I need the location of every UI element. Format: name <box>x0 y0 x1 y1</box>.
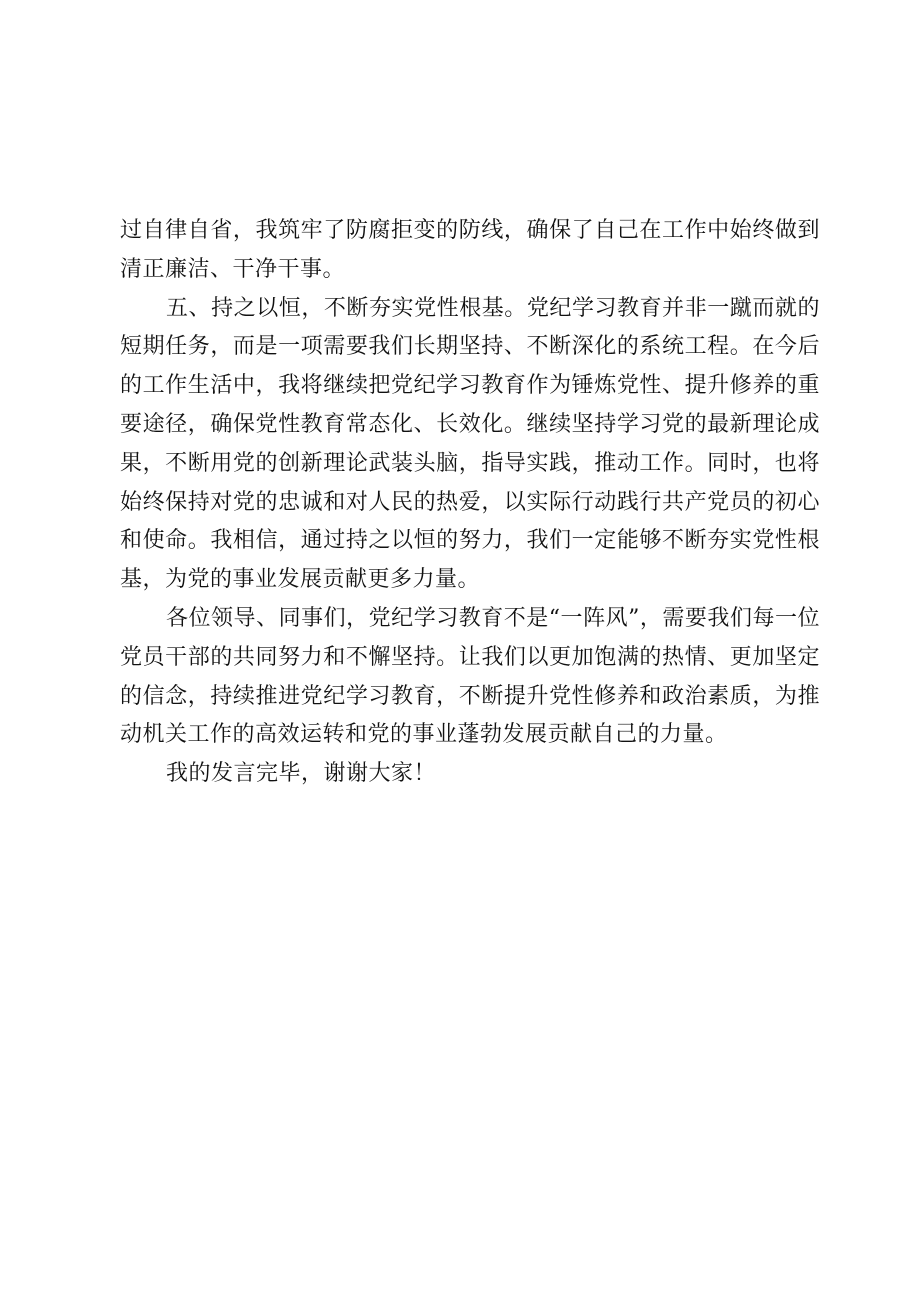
paragraph-closing-thanks: 我的发言完毕，谢谢大家！ <box>166 761 437 787</box>
paragraph-section-five: 五、持之以恒，不断夯实党性根基。党纪学习教育并非一蹴而就的短期任务，而是一项需要我们长期坚持、不断深化的系统工程。在今后的工作生活中，我将继续把党纪学习教育作为锤炼党性、提升修养的重要途径，确保党性教育常态化、长效化。继续坚持学习党的最新理论成果，不断用党的创新理论武装头脑，指导实践，推动工作。同时，也将始终保持对党的忠诚和对人民的热爱，以实际行动践行共产党员的初心和使命。我相信，通过持之以恒的努力，我们一定能够不断夯实党性根基，为党的事业发展贡献更多力量。 <box>120 295 820 593</box>
document-body <box>120 212 820 794</box>
paragraph-continuation: 过自律自省，我筑牢了防腐拒变的防线，确保了自己在工作中始终做到清正廉洁、干净干事。 <box>120 218 820 282</box>
paragraph-closing-appeal: 各位领导、同事们，党纪学习教育不是“一阵风”，需要我们每一位党员干部的共同努力和不懈坚持。让我们以更加饱满的热情、更加坚定的信念，持续推进党纪学习教育，不断提升党性修养和政治素质，为推动机关工作的高效运转和党的事业蓬勃发展贡献自己的力量。 <box>120 605 820 748</box>
